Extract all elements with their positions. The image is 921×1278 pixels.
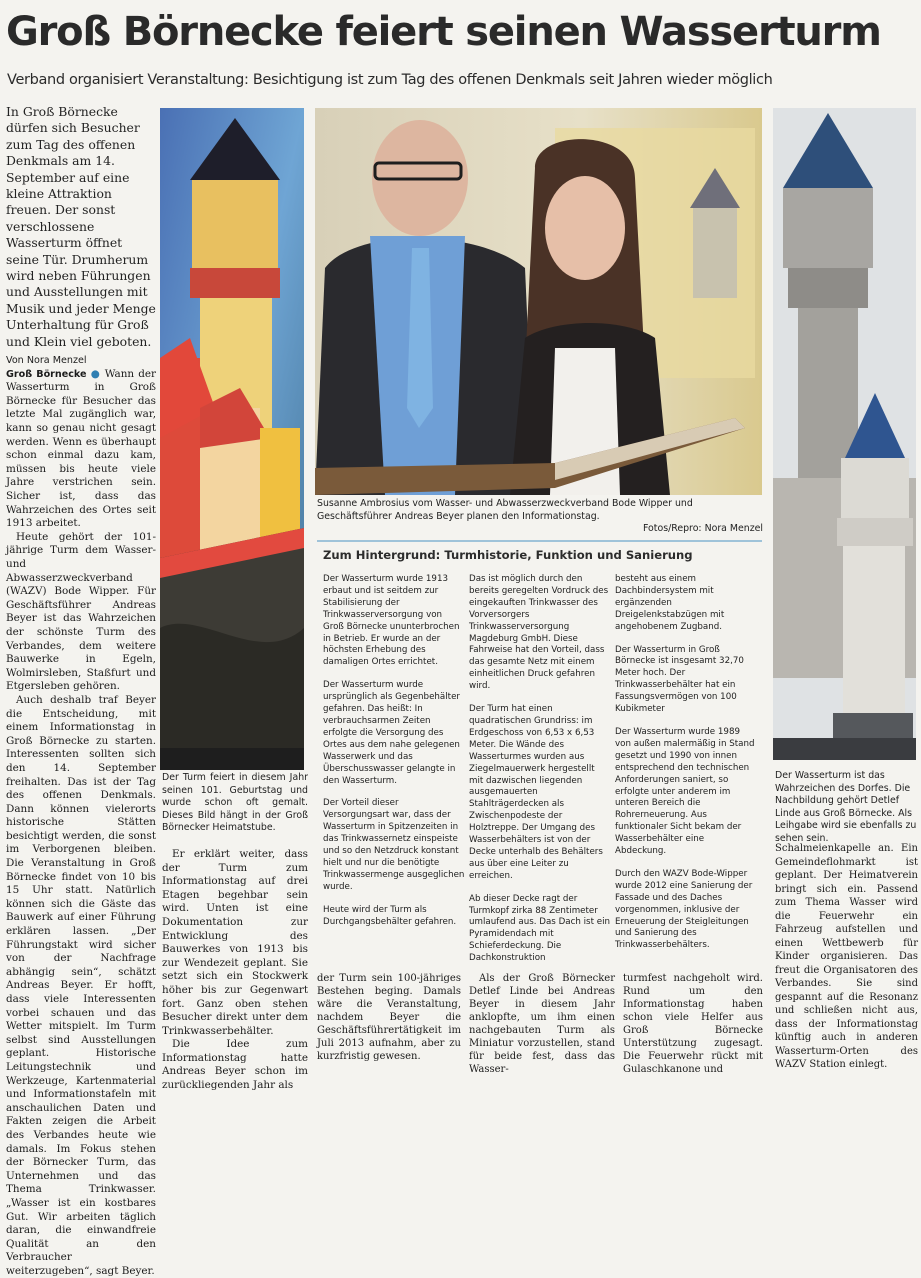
box-paragraph: Der Wasserturm wurde 1989 von außen malermäßig in Stand gesetzt und 1990 von innen entsprechend den technischen Anforderungen saniert, so erfolgte unter anderem im unteren Bereich die Rohrerneuerung. Aus funktionaler Sicht bekam der Wasserbehälter eine Abdeckung. [615,726,755,857]
photo-caption [317,498,763,536]
box-title: Zum Hintergrund: Turmhistorie, Funktion und Sanierung [323,548,693,562]
article-paragraph: Heute gehört der 101-jährige Turm dem Wasser- und Abwasserzweckverband (WAZV) Bode Wipper. Für Geschäftsführer Andreas Beyer ist das Wahrzeichen der schönste Turm des Verbandes, dem weitere Bauwerke in Egeln, Wolmirsleben, Staßfurt und Etgersleben gehören. [6,530,156,693]
article-paragraph: Er erklärt weiter, dass der Turm zum Informationstag auf drei Etagen begehbar sein wird. Unten ist eine Dokumentation zur Entwicklung des Bauwerkes von 1913 bis zur Wendezeit geplant. Sie setzt sich ein Stockwerk höher bis zur Gegenwart fort. Ganz oben stehen Besucher direkt unter dem Trinkwasserbehälter. [162,847,308,1037]
box-paragraph: Heute wird der Turm als Durchgangsbehälter gefahren. [323,904,457,927]
lead-paragraph: In Groß Börnecke dürfen sich Besucher zum Tag des offenen Denkmals am 14. September auf eine kleine Attraktion freuen. Der sonst verschlossene Wasserturm öffnet seine Tür. Drumherum wird neben Führungen und Ausstellungen mit Musik und jeder Menge Unterhaltung für Groß und Klein viel geboten. [6,104,156,349]
dateline-bullet-icon: ● [90,367,101,380]
tower-photo [773,108,916,760]
dateline: Groß Börnecke [6,368,87,380]
box-paragraph: Der Wasserturm in Groß Börnecke ist insgesamt 32,70 Meter hoch. Der Trinkwasserbehälter hat ein Fassungsvermögen von 100 Kubikmeter [615,644,744,715]
box-paragraph: Der Wasserturm wurde ursprünglich als Gegenbehälter gefahren. Das heißt: In verbrauchsarmen Zeiten erfolgte die Versorgung des Ortes aus dem nahe gelegenen Wasserwerk und das Überschusswasser gelangte in den Wasserturm. [323,680,460,786]
article-column-1 [6,104,156,1278]
water-tower-painting [160,108,304,770]
box-paragraph: Das ist möglich durch den bereits geregelten Vordruck des eingekauften Trinkwasser des Vorversorgers Trinkwasserversorgung Magdeburg GmbH. Diese Fahrweise hat den Vorteil, dass das gesamte Netz mit einem einheitlichen Druck gefahren wird. [469,574,609,692]
box-paragraph: Der Turm hat einen quadratischen Grundriss: im Erdgeschoss von 6,53 x 6,53 Meter. Die Wände des Wasserturmes wurden aus Ziegelmauerwerk hergestellt mit dazwischen liegenden ausgemauerten Stahlträgerdecken als Zwischenpodeste der Holztreppe. Der Umgang des Wasserbehälters ist von der Decke unterhalb des Behälters aus über eine Leiter zu erreichen. [469,704,603,881]
bottom-column-1 [317,972,461,1063]
tower-caption: Der Wasserturm ist das Wahrzeichen des Dorfes. Die Nachbildung gehört Detlef Linde aus Groß Börnecke. Als Leihgabe wird sie ebenfalls zu sehen sein. [775,770,917,844]
box-column-2 [469,574,611,976]
article-paragraph: der Turm sein 100-jähriges Bestehen beging. Damals wäre die Veranstaltung, nachdem Beyer die Geschäftsführertätigkeit im Juli 2013 aufnahm, aber zu kurzfristig gewesen. [317,973,461,1062]
subheadline: Verband organisiert Veranstaltung: Besichtigung ist zum Tag des offenen Denkmals seit Jahren wieder möglich [7,72,773,88]
painting-caption: Der Turm feiert in diesem Jahr seinen 101. Geburtstag und wurde schon oft gemalt. Dieses Bild hängt in der Groß Börnecker Heimatstube. [162,772,308,834]
article-paragraph: Auch deshalb traf Beyer die Entscheidung, mit einem Informationstag in Groß Börnecke zu starten. Interessenten sollten sich den 14. September freihalten. Das ist der Tag des offenen Denkmals. Dann können vielerorts historische Stätten besichtigt werden, die sonst im Verborgenen bleiben. Die Veranstaltung in Groß Börnecke findet von 10 bis 15 Uhr statt. Natürlich können sich die Gäste das Bauwerk auf einer Führung erklären lassen. „Der Führungstakt wird sicher von der Nachfrage abhängig sein“, schätzt Andreas Beyer. Er hofft, dass viele Interessenten vorbei schauen und das Wetter mitspielt. Im Turm selbst sind Ausstellungen geplant. Historische Leitungstechnik und Werkzeuge, Kartenmaterial und Informationstafeln mit anschaulichen Daten und Fakten zeigen die Arbeit des Verbandes heute wie damals. Im Fokus stehen der Börnecker Turm, das Unternehmen und das Thema Trinkwasser. „Wasser ist ein kostbares Gut. Wir arbeiten täglich daran, die einwandfreie Qualität an den Verbraucher weiterzugeben“, sagt Beyer. [6,693,156,1277]
box-column-1 [323,574,465,939]
paragraph-text: Wann der Wasserturm in Groß Börnecke für Besucher das letzte Mal zugänglich war, kann so genau nicht gesagt werden. Wenn es überhaupt schon einmal dazu kam, müssen bis heute viele Jahre verstrichen sein. Sicher ist, dass das Wahrzeichen des Ortes seit 1913 arbeitet. [6,367,157,530]
box-rule [317,540,762,542]
people-with-book-photo [315,108,762,495]
box-paragraph: Durch den WAZV Bode-Wipper wurde 2012 eine Sanierung der Fassade und des Daches vorgenommen, inklusive der Erneuerung der Steigleitungen und Sanierung des Trinkwasserbehälters. [615,868,753,951]
article-paragraph [6,368,156,531]
box-paragraph: Ab dieser Decke ragt der Turmkopf zirka 88 Zentimeter umlaufend aus. Das Dach ist ein Pyramidendach mit Schieferdeckung. Die Dachkonstruktion [469,893,611,964]
article-column-right [775,842,918,1072]
water-tower-photo [773,108,916,760]
article-paragraph: Die Idee zum Informationstag hatte Andreas Beyer schon im zurückliegenden Jahr als [162,1038,308,1092]
article-paragraph: Schalmeienkapelle an. Ein Gemeindeflohmarkt ist geplant. Der Heimatverein bringt sich ein. Passend zum Thema Wasser wird die Feuerwehr ein Fahrzeug aufstellen und einen Wettbewerb für Kinder organisieren. Das freut die Organisatoren des Verbandes. Sie sind gespannt auf die Resonanz und schließen nicht aus, dass der Informationstag künftig auch in anderen Wasserturm-Orten des WAZV Station einlegt. [775,843,918,1070]
article-paragraph: Als der Groß Börnecker Detlef Linde bei Andreas Beyer in diesem Jahr anklopfte, um ihm einen nachgebauten Turm als Miniatur vorzustellen, stand für beide fest, dass das Wasser- [469,973,615,1075]
painting-photo [160,108,304,770]
bottom-column-2 [469,972,615,1076]
main-photo [315,108,762,495]
box-paragraph: Der Wasserturm wurde 1913 erbaut und ist seitdem zur Stabilisierung der Trinkwasserversorgung von Groß Börnecke ununterbrochen in Betrieb. Er wurde an der höchsten Erhebung des damaligen Ortes errichtet. [323,574,460,668]
headline: Groß Börnecke feiert seinen Wasserturm [6,9,881,55]
box-paragraph: Der Vorteil dieser Versorgungsart war, dass der Wasserturm in Spitzenzeiten in das Trinkwassernetz einspeiste und so den Netzdruck konstant hielt und nur die benötigte Trinkwassermenge ausgeglichen wurde. [323,798,465,892]
bottom-column-3 [623,972,763,1076]
byline: Von Nora Menzel [6,355,87,367]
box-column-3 [615,574,757,963]
article-column-2 [162,772,308,1093]
photo-credit: Fotos/Repro: Nora Menzel [642,523,763,535]
photo-caption-text: Susanne Ambrosius vom Wasser- und Abwasserzweckverband Bode Wipper und Geschäftsführer Andreas Beyer planen den Informationstag. [317,498,693,522]
background-info-box [317,540,762,964]
box-paragraph: besteht aus einem Dachbindersystem mit ergänzenden Dreigelenkstabzügen mit angehobenem Zugband. [615,574,725,632]
article-paragraph: turmfest nachgeholt wird. Rund um den Informationstag haben schon viele Helfer aus Groß Börnecke Unterstützung zugesagt. Die Feuerwehr rückt mit Gulaschkanone und [623,973,763,1075]
